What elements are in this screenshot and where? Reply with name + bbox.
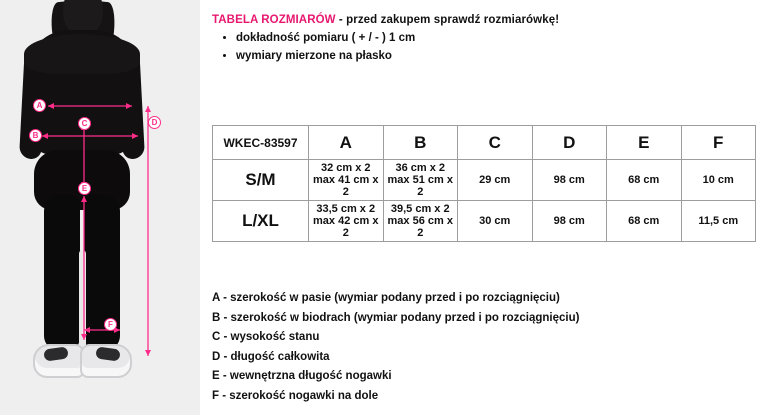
measurement-legend bbox=[212, 289, 579, 406]
cell-lxl-d: 98 cm bbox=[532, 201, 607, 242]
marker-f: F bbox=[104, 318, 117, 331]
legend-item-f: F - szerokość nogawki na dole bbox=[212, 389, 379, 402]
marker-c: C bbox=[78, 117, 91, 130]
marker-d: D bbox=[148, 116, 161, 129]
product-photo bbox=[0, 0, 200, 415]
product-code: WKEC-83597 bbox=[213, 126, 309, 160]
legend-item-c: C - wysokość stanu bbox=[212, 331, 320, 343]
column-header-c: C bbox=[458, 126, 533, 160]
page-title-rest: - przed zakupem sprawdź rozmiarówkę! bbox=[335, 14, 560, 26]
cell-sm-b: 36 cm x 2 max 51 cm x 2 bbox=[383, 160, 458, 201]
cell-sm-a: 32 cm x 2 max 41 cm x 2 bbox=[309, 160, 384, 201]
column-header-b: B bbox=[383, 126, 458, 160]
cell-sm-c: 29 cm bbox=[458, 160, 533, 201]
marker-b: B bbox=[29, 129, 42, 142]
measurement-notes bbox=[216, 30, 415, 66]
legend-item-b: B - szerokość w biodrach (wymiar podany przed i po rozciągnięciu) bbox=[212, 311, 580, 324]
list-item: • wymiary mierzone na płasko bbox=[236, 48, 415, 64]
table-header-row bbox=[213, 126, 756, 160]
cell-lxl-b: 39,5 cm x 2 max 56 cm x 2 bbox=[383, 201, 458, 242]
measurement-overlay bbox=[0, 0, 200, 415]
cell-lxl-e: 68 cm bbox=[607, 201, 682, 242]
size-label-lxl: L/XL bbox=[213, 201, 309, 242]
size-label-sm: S/M bbox=[213, 160, 309, 201]
cell-lxl-c: 30 cm bbox=[458, 201, 533, 242]
legend-item-d: D - długość całkowita bbox=[212, 350, 330, 363]
column-header-d: D bbox=[532, 126, 607, 160]
size-table-wrapper bbox=[212, 125, 756, 242]
page-title-highlight: TABELA ROZMIARÓW bbox=[212, 14, 336, 26]
table-row bbox=[213, 160, 756, 201]
cell-sm-f: 10 cm bbox=[681, 160, 756, 201]
table-row bbox=[213, 201, 756, 242]
list-item: • dokładność pomiaru ( + / - ) 1 cm bbox=[236, 30, 415, 46]
page-title bbox=[212, 14, 559, 26]
column-header-f: F bbox=[681, 126, 756, 160]
legend-item-e: E - wewnętrzna długość nogawki bbox=[212, 370, 392, 382]
marker-e: E bbox=[78, 182, 91, 195]
column-header-a: A bbox=[309, 126, 384, 160]
legend-item-a: A - szerokość w pasie (wymiar podany przed i po rozciągnięciu) bbox=[212, 292, 560, 304]
marker-a: A bbox=[33, 99, 46, 112]
cell-lxl-a: 33,5 cm x 2 max 42 cm x 2 bbox=[309, 201, 384, 242]
size-table bbox=[212, 125, 756, 242]
cell-sm-e: 68 cm bbox=[607, 160, 682, 201]
column-header-e: E bbox=[607, 126, 682, 160]
size-chart-content bbox=[200, 0, 768, 415]
cell-sm-d: 98 cm bbox=[532, 160, 607, 201]
cell-lxl-f: 11,5 cm bbox=[681, 201, 756, 242]
